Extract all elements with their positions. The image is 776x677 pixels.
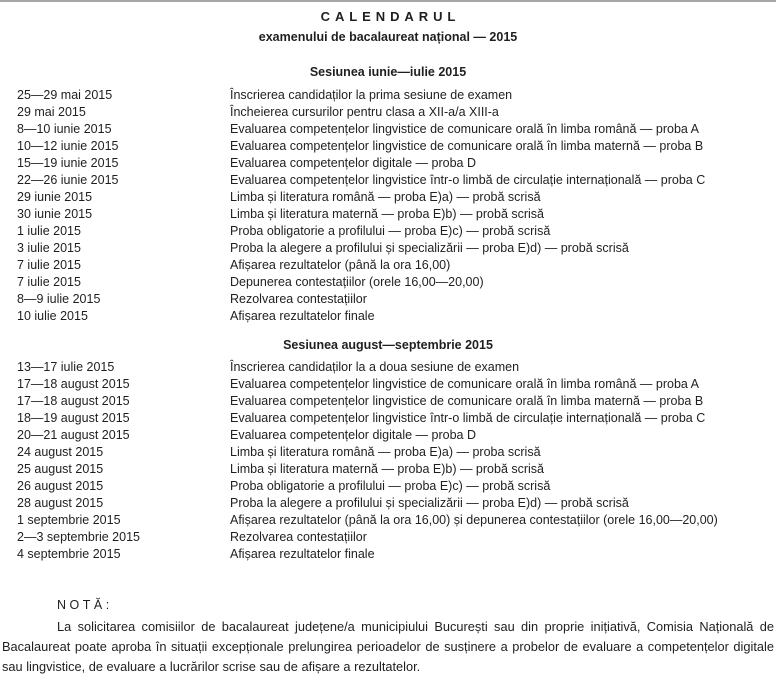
row-date: 20—21 august 2015 (17, 428, 130, 442)
schedule-row (0, 189, 776, 206)
row-date: 10—12 iunie 2015 (17, 139, 119, 153)
row-date: 29 iunie 2015 (17, 190, 93, 204)
row-event: Limba și literatura maternă — proba E)b) — probă scrisă (230, 207, 545, 221)
note-section (0, 598, 776, 677)
row-event: Evaluarea competențelor digitale — proba D (230, 428, 476, 442)
row-date: 2—3 septembrie 2015 (17, 530, 140, 544)
note-text: La solicitarea comisiilor de bacalaureat județene/a municipiului București sau din proprie inițiativă, Comisia Națională de Bacalaureat poate aproba în situații excepționale prelungirea perioadelor de susținere a probelor de evaluare a competențelor digitale sau lingvistice, de evaluare a lucrărilor scrise sau de afișare a rezultatelor. (2, 619, 774, 674)
session-august-september (0, 338, 776, 563)
row-date: 3 iulie 2015 (17, 241, 81, 255)
row-event: Afișarea rezultatelor finale (230, 547, 375, 561)
row-event: Afișarea rezultatelor (până la ora 16,00) și depunerea contestațiilor (orele 16,00—20,00) (230, 513, 718, 527)
row-event: Proba la alegere a profilului și specializării — proba E)d) — probă scrisă (230, 241, 629, 255)
schedule-row (0, 410, 776, 427)
row-event: Înscrierea candidaților la prima sesiune de examen (230, 88, 513, 102)
schedule-row (0, 546, 776, 563)
schedule-row (0, 121, 776, 138)
row-event: Evaluarea competențelor lingvistice de comunicare orală în limba română — proba A (230, 377, 699, 391)
schedule-row (0, 138, 776, 155)
schedule-table (0, 87, 776, 325)
schedule-row (0, 223, 776, 240)
row-event: Evaluarea competențelor lingvistice într-o limbă de circulație internațională — proba C (230, 173, 706, 187)
session-june-july (0, 65, 776, 325)
schedule-row (0, 393, 776, 410)
schedule-row (0, 240, 776, 257)
note-label: NOTĂ: (57, 598, 113, 612)
row-date: 15—19 iunie 2015 (17, 156, 119, 170)
row-event: Proba la alegere a profilului și specializării — proba E)d) — probă scrisă (230, 496, 629, 510)
row-event: Rezolvarea contestațiilor (230, 530, 367, 544)
row-date: 24 august 2015 (17, 445, 104, 459)
row-event: Înscrierea candidaților la a doua sesiune de examen (230, 360, 520, 374)
schedule-row (0, 257, 776, 274)
row-date: 7 iulie 2015 (17, 258, 81, 272)
schedule-row (0, 274, 776, 291)
schedule-row (0, 461, 776, 478)
document-header (0, 9, 776, 45)
schedule-row (0, 308, 776, 325)
schedule-row (0, 444, 776, 461)
row-date: 22—26 iunie 2015 (17, 173, 119, 187)
row-event: Proba obligatorie a profilului — proba E)c) — probă scrisă (230, 479, 551, 493)
row-date: 8—10 iunie 2015 (17, 122, 112, 136)
row-date: 4 septembrie 2015 (17, 547, 121, 561)
schedule-row (0, 376, 776, 393)
row-event: Evaluarea competențelor lingvistice de comunicare orală în limba maternă — proba B (230, 139, 704, 153)
row-date: 28 august 2015 (17, 496, 104, 510)
schedule-row (0, 87, 776, 104)
row-event: Limba și literatura română — proba E)a) — proba scrisă (230, 445, 541, 459)
top-divider (0, 0, 776, 2)
schedule-row (0, 291, 776, 308)
row-date: 30 iunie 2015 (17, 207, 93, 221)
schedule-row (0, 206, 776, 223)
row-date: 7 iulie 2015 (17, 275, 81, 289)
row-event: Proba obligatorie a profilului — proba E)c) — probă scrisă (230, 224, 551, 238)
page-subtitle: examenului de bacalaureat național — 2015 (258, 30, 518, 44)
row-event: Afișarea rezultatelor (până la ora 16,00) (230, 258, 451, 272)
row-event: Evaluarea competențelor lingvistice într-o limbă de circulație internațională — proba C (230, 411, 706, 425)
row-date: 1 septembrie 2015 (17, 513, 121, 527)
row-date: 26 august 2015 (17, 479, 104, 493)
row-event: Limba și literatura maternă — proba E)b) — probă scrisă (230, 462, 545, 476)
row-date: 29 mai 2015 (17, 105, 86, 119)
schedule-row (0, 104, 776, 121)
row-event: Evaluarea competențelor lingvistice de comunicare orală în limba maternă — proba B (230, 394, 704, 408)
row-event: Afișarea rezultatelor finale (230, 309, 375, 323)
schedule-row (0, 172, 776, 189)
schedule-row (0, 512, 776, 529)
row-event: Evaluarea competențelor lingvistice de comunicare orală în limba română — proba A (230, 122, 699, 136)
session-heading: Sesiunea iunie—iulie 2015 (309, 65, 467, 79)
row-date: 8—9 iulie 2015 (17, 292, 101, 306)
row-event: Rezolvarea contestațiilor (230, 292, 367, 306)
schedule-row (0, 359, 776, 376)
row-date: 1 iulie 2015 (17, 224, 81, 238)
schedule-row (0, 495, 776, 512)
page-title: CALENDARUL (320, 9, 461, 24)
schedule-row (0, 427, 776, 444)
row-date: 25—29 mai 2015 (17, 88, 113, 102)
row-event: Evaluarea competențelor digitale — proba D (230, 156, 476, 170)
schedule-row (0, 529, 776, 546)
row-date: 13—17 iulie 2015 (17, 360, 115, 374)
row-date: 17—18 august 2015 (17, 394, 130, 408)
row-date: 17—18 august 2015 (17, 377, 130, 391)
schedule-row (0, 155, 776, 172)
row-date: 18—19 august 2015 (17, 411, 130, 425)
schedule-row (0, 478, 776, 495)
schedule-table (0, 359, 776, 563)
row-date: 25 august 2015 (17, 462, 104, 476)
row-date: 10 iulie 2015 (17, 309, 88, 323)
session-heading: Sesiunea august—septembrie 2015 (283, 338, 493, 352)
row-event: Încheierea cursurilor pentru clasa a XII-a/a XIII-a (230, 105, 499, 119)
row-event: Depunerea contestațiilor (orele 16,00—20,00) (230, 275, 484, 289)
row-event: Limba și literatura română — proba E)a) — probă scrisă (230, 190, 541, 204)
